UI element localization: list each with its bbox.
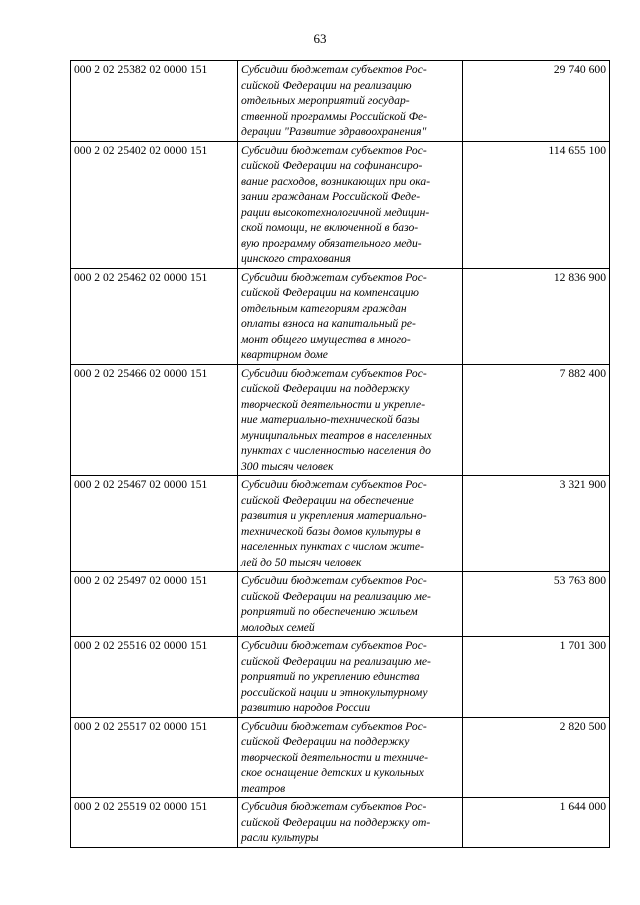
budget-code-cell: 000 2 02 25517 02 0000 151 xyxy=(71,717,238,798)
description-line: сийской Федерации на реализацию xyxy=(241,78,412,92)
description-line: Субсидии бюджетам субъектов Рос- xyxy=(241,639,427,652)
description-cell xyxy=(238,637,463,718)
description-line: сийской Федерации на обеспечение xyxy=(241,493,414,507)
amount-cell: 1 644 000 xyxy=(463,798,610,848)
description-line: населенных пунктах с числом жите- xyxy=(241,540,424,553)
description-line: творческой деятельности и техниче- xyxy=(241,750,428,764)
table-row xyxy=(71,717,610,798)
description-cell xyxy=(238,476,463,572)
description-line: развитию народов России xyxy=(241,701,371,714)
description-line: роприятий по укреплению единства xyxy=(241,670,420,683)
description-line: дерации "Развитие здравоохранения" xyxy=(241,125,427,138)
description-line: цинского страхования xyxy=(241,252,351,265)
description-line: рации высокотехнологичной медицин- xyxy=(241,205,430,219)
description-line: зании гражданам Российской Феде- xyxy=(241,190,421,203)
table-row xyxy=(71,364,610,476)
description-line: муниципальных театров в населенных xyxy=(241,428,432,442)
description-line: Субсидии бюджетам субъектов Рос- xyxy=(241,63,427,76)
description-line: сийской Федерации на поддержку xyxy=(241,382,410,395)
budget-code-cell: 000 2 02 25516 02 0000 151 xyxy=(71,637,238,718)
description-line: квартирном доме xyxy=(241,348,328,361)
description-cell xyxy=(238,572,463,637)
table-row xyxy=(71,476,610,572)
description-line: развития и укрепления материально- xyxy=(241,509,427,522)
amount-cell: 7 882 400 xyxy=(463,364,610,476)
description-cell xyxy=(238,364,463,476)
description-line: ние материально-технической базы xyxy=(241,413,420,426)
description-line: Субсидии бюджетам субъектов Рос- xyxy=(241,478,427,491)
description-line: оплаты взноса на капитальный ре- xyxy=(241,317,416,330)
description-line: 300 тысяч человек xyxy=(241,459,334,473)
description-line: отдельных мероприятий государ- xyxy=(241,94,410,107)
description-line: роприятий по обеспечению жильем xyxy=(241,605,418,618)
description-cell xyxy=(238,717,463,798)
budget-table-body xyxy=(71,61,610,848)
description-line: Субсидии бюджетам субъектов Рос- xyxy=(241,574,427,587)
budget-code-cell: 000 2 02 25402 02 0000 151 xyxy=(71,141,238,268)
amount-cell: 3 321 900 xyxy=(463,476,610,572)
description-line: сийской Федерации на компенсацию xyxy=(241,286,419,299)
description-line: монт общего имущества в много- xyxy=(241,332,411,346)
description-line: Субсидии бюджетам субъектов Рос- xyxy=(241,143,427,157)
table-row xyxy=(71,637,610,718)
description-line: Субсидии бюджетам субъектов Рос- xyxy=(241,719,427,733)
description-line: театров xyxy=(241,781,286,795)
description-cell xyxy=(238,798,463,848)
description-line: Субсидии бюджетам субъектов Рос- xyxy=(241,270,427,284)
description-line: вание расходов, возникающих при ока- xyxy=(241,174,431,188)
description-line: сийской Федерации на поддержку xyxy=(241,735,410,748)
amount-cell: 2 820 500 xyxy=(463,717,610,798)
amount-cell: 29 740 600 xyxy=(463,61,610,142)
budget-code-cell: 000 2 02 25466 02 0000 151 xyxy=(71,364,238,476)
amount-cell: 114 655 100 xyxy=(463,141,610,268)
budget-code-cell: 000 2 02 25467 02 0000 151 xyxy=(71,476,238,572)
description-line: технической базы домов культуры в xyxy=(241,524,421,538)
description-line: ской помощи, не включенной в базо- xyxy=(241,221,419,234)
description-line: ское оснащение детских и кукольных xyxy=(241,766,424,779)
description-line: молодых семей xyxy=(241,620,315,634)
description-line: Субсидии бюджетам субъектов Рос- xyxy=(241,366,427,380)
description-line: лей до 50 тысяч человек xyxy=(241,555,362,569)
budget-table xyxy=(70,60,610,848)
description-line: сийской Федерации на софинансиро- xyxy=(241,159,423,172)
description-cell xyxy=(238,61,463,142)
description-line: отдельным категориям граждан xyxy=(241,301,407,315)
description-cell xyxy=(238,268,463,364)
description-line: сийской Федерации на реализацию ме- xyxy=(241,654,431,668)
amount-cell: 53 763 800 xyxy=(463,572,610,637)
budget-code-cell: 000 2 02 25519 02 0000 151 xyxy=(71,798,238,848)
description-line: творческой деятельности и укрепле- xyxy=(241,397,426,411)
description-line: сийской Федерации на поддержку от- xyxy=(241,815,431,829)
table-row xyxy=(71,798,610,848)
budget-code-cell: 000 2 02 25497 02 0000 151 xyxy=(71,572,238,637)
description-line: российской нации и этнокультурному xyxy=(241,685,428,699)
page-number: 63 xyxy=(313,31,327,46)
budget-code-cell: 000 2 02 25382 02 0000 151 xyxy=(71,61,238,142)
table-row xyxy=(71,572,610,637)
description-line: пунктах с численностью населения до xyxy=(241,444,431,457)
table-row xyxy=(71,268,610,364)
budget-code-cell: 000 2 02 25462 02 0000 151 xyxy=(71,268,238,364)
description-cell xyxy=(238,141,463,268)
description-line: Субсидия бюджетам субъектов Рос- xyxy=(241,800,427,813)
table-row xyxy=(71,141,610,268)
amount-cell: 1 701 300 xyxy=(463,637,610,718)
table-row xyxy=(71,61,610,142)
description-line: ственной программы Российской Фе- xyxy=(241,109,428,123)
description-line: сийской Федерации на реализацию ме- xyxy=(241,589,431,603)
description-line: расли культуры xyxy=(241,831,319,844)
amount-cell: 12 836 900 xyxy=(463,268,610,364)
description-line: вую программу обязательного меди- xyxy=(241,236,422,250)
